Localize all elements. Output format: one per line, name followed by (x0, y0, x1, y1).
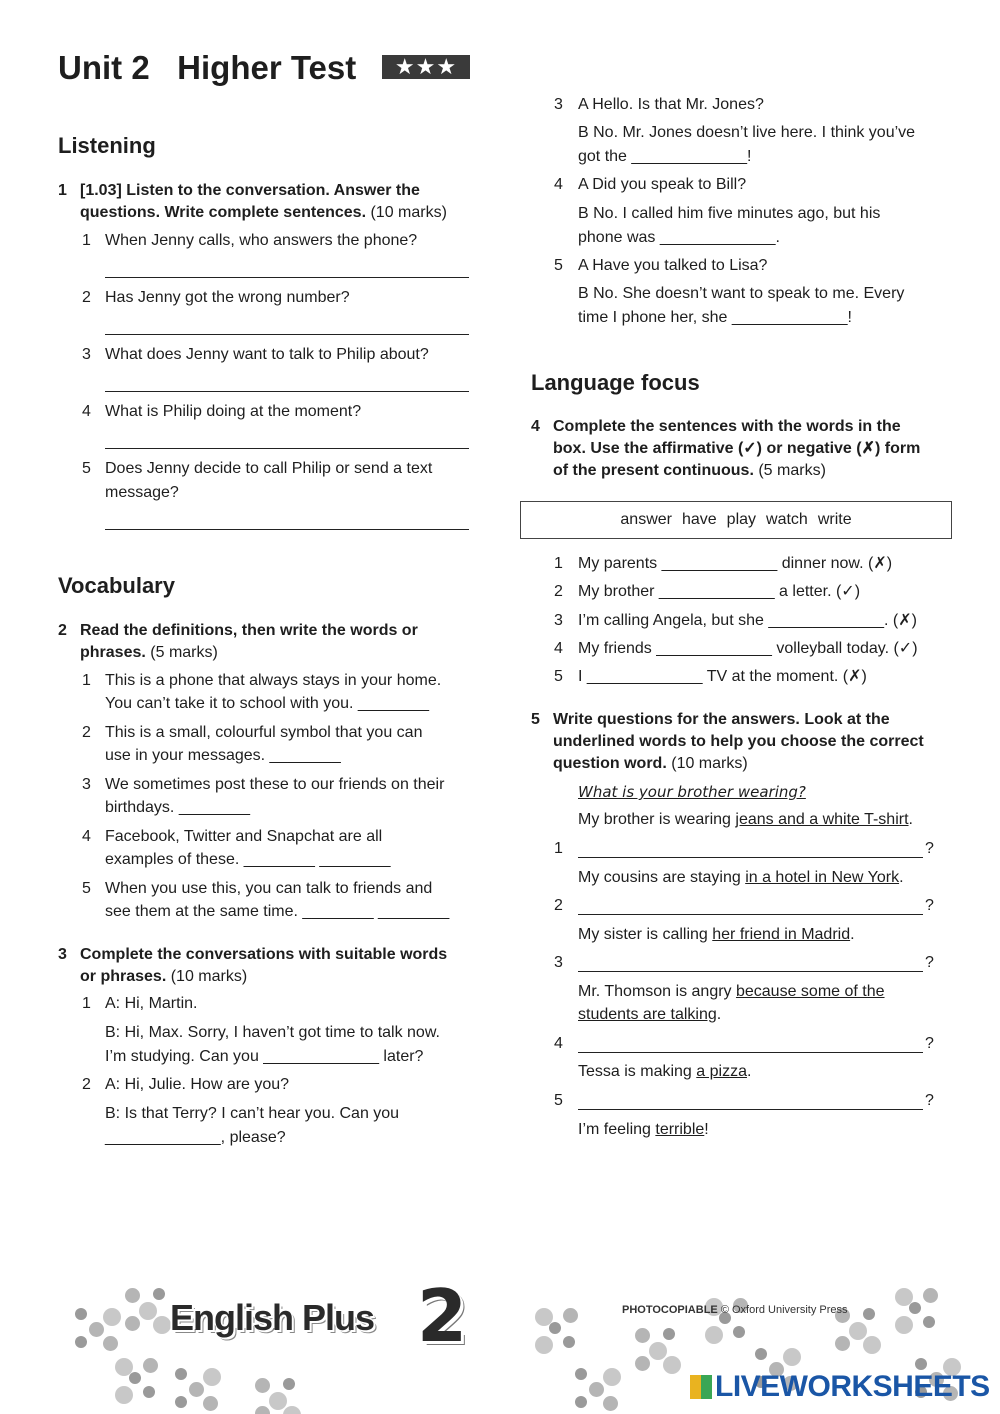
copyright-notice (622, 1304, 848, 1316)
pattern-dot (115, 1386, 133, 1404)
pattern-dot (549, 1322, 561, 1334)
pattern-dot (535, 1336, 553, 1354)
word-option: answer (620, 511, 672, 528)
question-text: Has Jenny got the wrong number? (105, 289, 350, 306)
question-number: 4 (531, 418, 540, 435)
dialogue-line: B No. Mr. Jones doesn’t live here. I think you’ve (578, 124, 916, 141)
answer-text: My sister is calling (578, 926, 713, 943)
pattern-dot (909, 1302, 921, 1314)
item-number: 1 (82, 995, 91, 1012)
instruction-text: question word. (553, 755, 667, 772)
item-number: 2 (82, 724, 91, 741)
item-number: 5 (554, 668, 563, 685)
dialogue-line[interactable]: time I phone her, she _____________! (578, 309, 852, 326)
word-box (520, 501, 952, 539)
section-heading-listening: Listening (58, 133, 156, 158)
item-number: 3 (554, 612, 563, 629)
pattern-dot (863, 1336, 881, 1354)
footer-banner (55, 1268, 1000, 1414)
item-number: 2 (82, 289, 91, 306)
copyright-text: © Oxford University Press (720, 1304, 848, 1316)
instruction-text: of the present continuous. (553, 462, 754, 479)
pattern-dot (103, 1336, 118, 1351)
question-answer-line[interactable] (578, 1109, 923, 1110)
item-number: 4 (554, 640, 563, 657)
pattern-dot (705, 1326, 723, 1344)
answer-text: My brother is wearing (578, 811, 736, 828)
pattern-dot (175, 1368, 187, 1380)
brand-level: 2 (417, 1274, 468, 1358)
section-heading-language-focus: Language focus (531, 370, 700, 395)
item-number: 3 (82, 346, 91, 363)
pattern-dot (895, 1316, 913, 1334)
question-instruction (80, 201, 447, 225)
dialogue-line: A Did you speak to Bill? (578, 176, 747, 193)
pattern-dot (635, 1328, 650, 1343)
brand-logo: English Plus (170, 1297, 375, 1338)
pattern-dot (203, 1368, 221, 1386)
definition-text[interactable]: use in your messages. ________ (105, 747, 341, 764)
question-instruction (80, 965, 247, 989)
pattern-dot (75, 1336, 87, 1348)
pattern-dot (783, 1348, 801, 1366)
word-option: write (817, 511, 852, 528)
definition-text: This is a phone that always stays in your home. (105, 672, 442, 689)
question-mark: ? (925, 1035, 934, 1052)
question-instruction: Write questions for the answers. Look at the (553, 711, 890, 728)
definition-text: This is a small, colourful symbol that you can (105, 724, 423, 741)
question-instruction: Complete the conversations with suitable words (80, 946, 448, 963)
question-number: 2 (58, 622, 67, 639)
dialogue-line: A Have you talked to Lisa? (578, 257, 768, 274)
pattern-dot (139, 1302, 157, 1320)
liveworksheets-watermark (690, 1370, 990, 1404)
pattern-dot (589, 1382, 604, 1397)
punctuation: . (899, 869, 904, 886)
punctuation: . (908, 811, 913, 828)
item-number: 1 (82, 232, 91, 249)
item-number: 5 (82, 460, 91, 477)
dialogue-line: A: Hi, Martin. (105, 995, 198, 1012)
item-number: 5 (554, 1092, 563, 1109)
punctuation: . (716, 1006, 722, 1023)
given-answer (578, 923, 855, 947)
answer-line[interactable] (105, 391, 469, 392)
item-number: 1 (554, 840, 563, 857)
question-mark: ? (925, 954, 934, 971)
item-number: 2 (554, 897, 563, 914)
item-number: 4 (82, 403, 91, 420)
item-number: 4 (82, 828, 91, 845)
answer-text: My cousins are staying (578, 869, 746, 886)
pattern-dot (255, 1378, 270, 1393)
pattern-dot (153, 1288, 165, 1300)
question-text: What is Philip doing at the moment? (105, 403, 362, 420)
question-text: message? (105, 484, 179, 501)
pattern-dot (849, 1322, 867, 1340)
sentence-text[interactable]: I _____________ TV at the moment. (✗) (578, 668, 867, 685)
dialogue-line[interactable]: _____________, please? (105, 1129, 286, 1146)
question-instruction: Read the definitions, then write the words or (80, 622, 418, 639)
underlined-words: jeans and a white T-shirt (735, 811, 909, 828)
dialogue-line: B No. I called him five minutes ago, but his (578, 205, 881, 222)
pattern-dot (563, 1308, 578, 1323)
marks: (5 marks) (758, 462, 826, 479)
dialogue-line[interactable]: phone was _____________. (578, 229, 780, 246)
pattern-dot (835, 1336, 850, 1351)
pattern-dot (143, 1358, 158, 1373)
pattern-dot (125, 1288, 140, 1303)
item-number: 4 (554, 176, 563, 193)
question-instruction: [1.03] Listen to the conversation. Answer the (80, 182, 420, 199)
pattern-dot (923, 1316, 935, 1328)
pattern-dot (203, 1396, 218, 1411)
dialogue-line: B: Is that Terry? I can’t hear you. Can you (105, 1105, 400, 1122)
answer-text: I’m feeling (578, 1121, 656, 1138)
pattern-dot (129, 1372, 141, 1384)
question-mark: ? (925, 1092, 934, 1109)
watermark-text: LIVEWORKSHEETS (715, 1370, 990, 1403)
word-option: play (726, 511, 757, 528)
underlined-words: her friend in Madrid (712, 926, 851, 943)
definition-text: When you use this, you can talk to friends and (105, 880, 433, 897)
item-number: 3 (554, 954, 563, 971)
dialogue-line: B: Hi, Max. Sorry, I haven’t got time to talk now. (105, 1024, 440, 1041)
definition-text[interactable]: examples of these. ________ ________ (105, 851, 391, 868)
pattern-dot (915, 1358, 927, 1370)
item-number: 2 (82, 1076, 91, 1093)
item-number: 5 (82, 880, 91, 897)
pattern-dot (649, 1342, 667, 1360)
pattern-dot (575, 1368, 587, 1380)
item-number: 3 (82, 776, 91, 793)
question-answer-line[interactable] (578, 971, 923, 972)
question-number: 5 (531, 711, 540, 728)
pattern-dot (755, 1348, 767, 1360)
sentence-text[interactable]: I’m calling Angela, but she _____________. (✗) (578, 612, 917, 629)
question-instruction: underlined words to help you choose the correct (553, 733, 924, 750)
answer-line[interactable] (105, 277, 469, 278)
sentence-text[interactable]: My brother _____________ a letter. (✓) (578, 583, 861, 600)
dialogue-line: A Hello. Is that Mr. Jones? (578, 96, 764, 113)
pattern-dot (75, 1308, 87, 1320)
pattern-dot (603, 1368, 621, 1386)
item-number: 1 (82, 672, 91, 689)
item-number: 1 (554, 555, 563, 572)
answer-line[interactable] (105, 448, 469, 449)
question-instruction (553, 752, 748, 776)
given-answer (578, 1003, 721, 1027)
photocopiable-label: PHOTOCOPIABLE (622, 1304, 718, 1316)
question-answer-line[interactable] (578, 914, 923, 915)
pattern-dot (923, 1288, 938, 1303)
question-number: 3 (58, 946, 67, 963)
marks: (10 marks) (370, 204, 447, 221)
instruction-text: questions. Write complete sentences. (80, 204, 367, 221)
given-answer (578, 980, 885, 1004)
live-logo-icon (690, 1375, 712, 1399)
answer-text: Mr. Thomson is angry (578, 983, 736, 1000)
underlined-words: students are talking (578, 1006, 717, 1023)
answer-line[interactable] (105, 334, 469, 335)
page-title: Unit 2 Higher Test (58, 49, 357, 86)
item-number: 2 (554, 583, 563, 600)
pattern-dot (283, 1406, 301, 1414)
underlined-words: terrible (655, 1121, 705, 1138)
pattern-dot (255, 1406, 270, 1414)
question-mark: ? (925, 897, 934, 914)
given-answer (578, 1118, 709, 1142)
instruction-text: phrases. (80, 644, 146, 661)
pattern-dot (575, 1396, 587, 1408)
item-number: 5 (554, 257, 563, 274)
dialogue-line: B No. She doesn’t want to speak to me. Every (578, 285, 905, 302)
sentence-text[interactable]: My parents _____________ dinner now. (✗) (578, 555, 893, 572)
definition-text[interactable]: see them at the same time. ________ ________ (105, 903, 450, 920)
pattern-dot (103, 1308, 121, 1326)
pattern-dot (89, 1322, 104, 1337)
item-number: 3 (554, 96, 563, 113)
marks: (10 marks) (671, 755, 748, 772)
pattern-dot (663, 1328, 675, 1340)
question-text: What does Jenny want to talk to Philip about? (105, 346, 429, 363)
punctuation: . (850, 926, 855, 943)
question-text: When Jenny calls, who answers the phone? (105, 232, 418, 249)
definition-text: Facebook, Twitter and Snapchat are all (105, 828, 383, 845)
given-answer (578, 866, 904, 890)
punctuation: ! (704, 1121, 709, 1138)
definition-text[interactable]: birthdays. ________ (105, 799, 250, 816)
sentence-text[interactable]: My friends _____________ volleyball today. (✓) (578, 640, 918, 657)
pattern-dot (269, 1392, 287, 1410)
question-mark: ? (925, 840, 934, 857)
underlined-words: because some of the (735, 983, 885, 1000)
instruction-text: or phrases. (80, 968, 167, 985)
given-answer (578, 1060, 751, 1084)
dialogue-line[interactable]: I’m studying. Can you _____________ later? (105, 1048, 424, 1065)
underlined-words: in a hotel in New York (745, 869, 900, 886)
word-option: watch (766, 511, 808, 528)
pattern-dot (175, 1396, 187, 1408)
example-answer (578, 808, 913, 832)
answer-line[interactable] (105, 529, 469, 530)
question-answer-line[interactable] (578, 857, 923, 858)
dialogue-line[interactable]: got the _____________! (578, 148, 752, 165)
marks: (5 marks) (150, 644, 218, 661)
pattern-dot (153, 1316, 171, 1334)
pattern-dot (189, 1382, 204, 1397)
pattern-dot (663, 1356, 681, 1374)
pattern-dot (563, 1336, 575, 1348)
section-heading-vocabulary: Vocabulary (58, 573, 175, 598)
pattern-dot (143, 1386, 155, 1398)
punctuation: . (746, 1063, 752, 1080)
question-number: 1 (58, 182, 67, 199)
question-instruction (80, 641, 218, 665)
difficulty-stars-icon: ★★★ (382, 55, 470, 79)
question-answer-line[interactable] (578, 1052, 923, 1053)
underlined-words: a pizza (696, 1063, 747, 1080)
dialogue-line: A: Hi, Julie. How are you? (105, 1076, 290, 1093)
item-number: 4 (554, 1035, 563, 1052)
question-instruction (553, 459, 826, 483)
pattern-dot (863, 1308, 875, 1320)
definition-text: We sometimes post these to our friends on their (105, 776, 445, 793)
pattern-dot (635, 1356, 650, 1371)
definition-text[interactable]: You can’t take it to school with you. ________ (105, 695, 430, 712)
pattern-dot (733, 1326, 745, 1338)
word-option: have (681, 511, 717, 528)
example-question: What is your brother wearing? (578, 783, 806, 801)
question-text: Does Jenny decide to call Philip or send a text (105, 460, 433, 477)
question-instruction: Complete the sentences with the words in the (553, 418, 901, 435)
pattern-dot (283, 1378, 295, 1390)
marks: (10 marks) (170, 968, 248, 985)
answer-text: Tessa is making (578, 1063, 697, 1080)
pattern-dot (603, 1396, 618, 1411)
pattern-dot (125, 1316, 140, 1331)
question-instruction: box. Use the affirmative (✓) or negative (✗) form (553, 440, 921, 457)
